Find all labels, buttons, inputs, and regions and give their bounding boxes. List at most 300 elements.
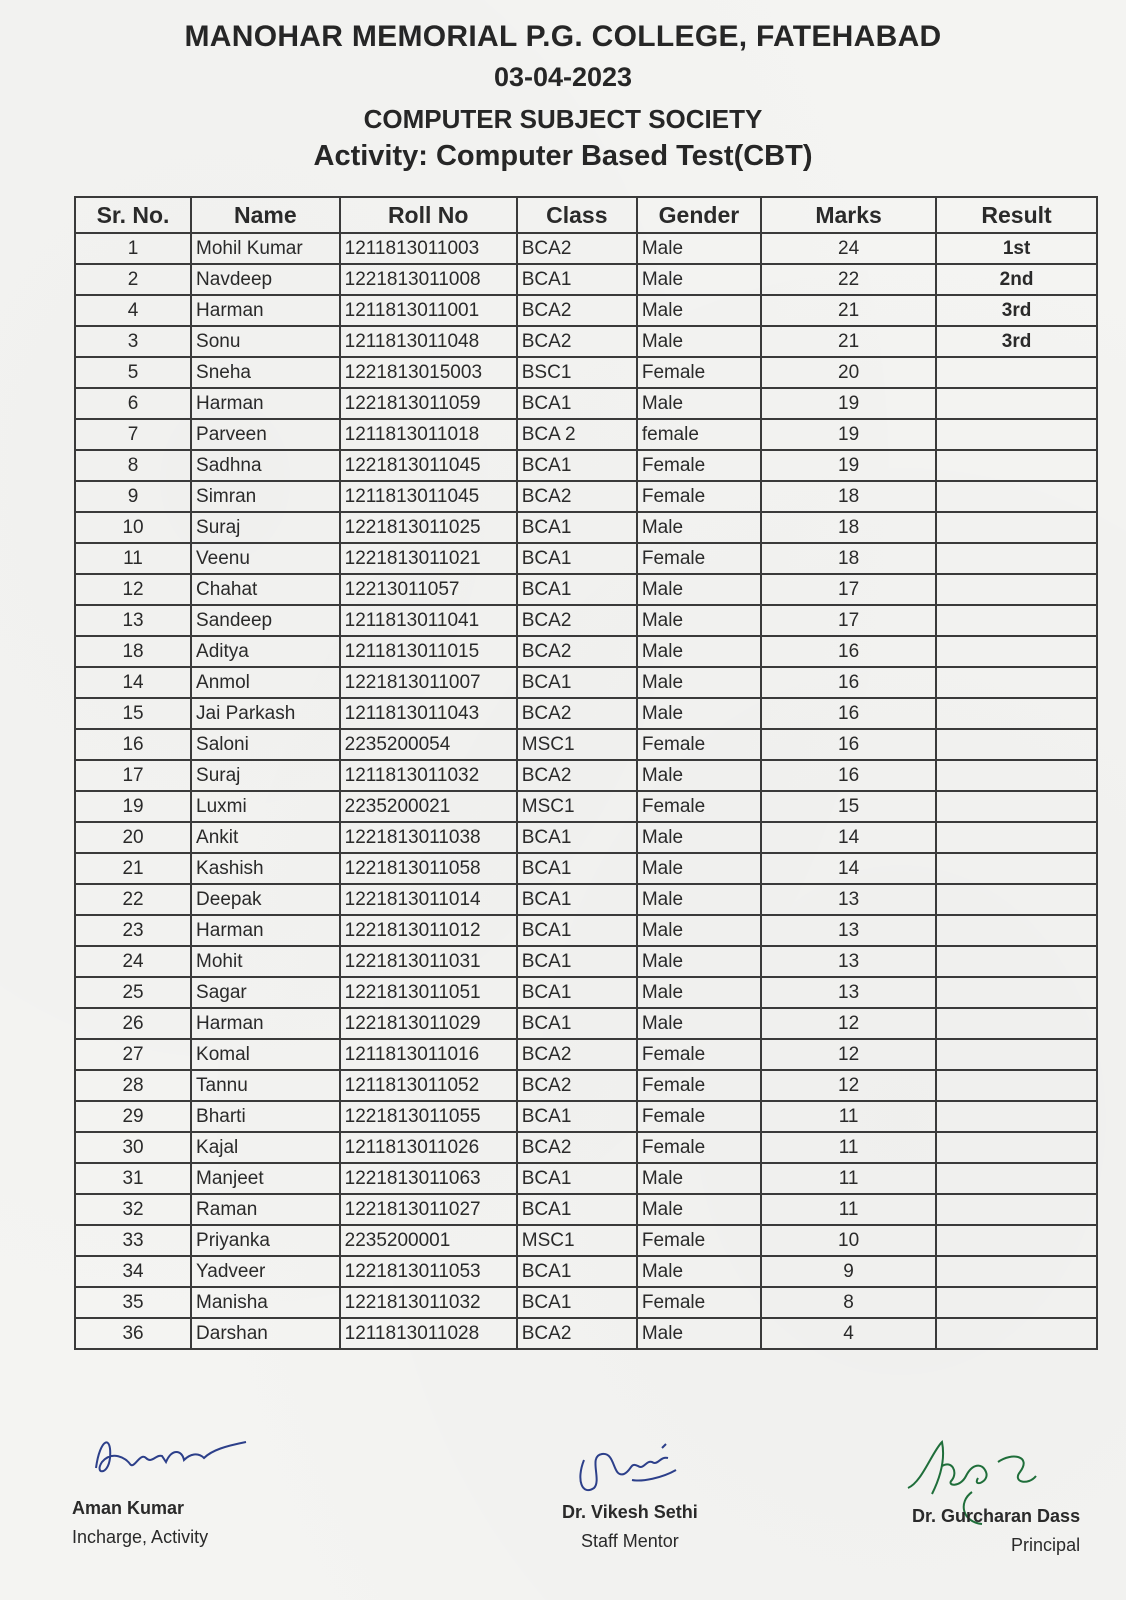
cell-sr-no: 19 bbox=[75, 791, 191, 822]
table-row bbox=[75, 357, 1097, 388]
cell-class: BCA1 bbox=[517, 388, 637, 419]
cell-class: MSC1 bbox=[517, 791, 637, 822]
cell-sr-no: 30 bbox=[75, 1132, 191, 1163]
cell-result bbox=[936, 1163, 1097, 1194]
cell-gender: Female bbox=[637, 729, 761, 760]
cell-gender: Male bbox=[637, 1194, 761, 1225]
cell-marks: 22 bbox=[761, 264, 936, 295]
cell-roll-no: 1221813011029 bbox=[340, 1008, 517, 1039]
cell-roll-no: 1211813011016 bbox=[340, 1039, 517, 1070]
cell-gender: Female bbox=[637, 1070, 761, 1101]
cell-result bbox=[936, 419, 1097, 450]
cell-gender: Female bbox=[637, 543, 761, 574]
cell-class: BSC1 bbox=[517, 357, 637, 388]
cell-gender: Female bbox=[637, 481, 761, 512]
cell-sr-no: 2 bbox=[75, 264, 191, 295]
table-row bbox=[75, 760, 1097, 791]
signatory-name: Dr. Vikesh Sethi bbox=[562, 1502, 698, 1522]
table-row bbox=[75, 605, 1097, 636]
table-row bbox=[75, 295, 1097, 326]
cell-roll-no: 1221813011038 bbox=[340, 822, 517, 853]
cell-gender: Male bbox=[637, 1008, 761, 1039]
cell-gender: Male bbox=[637, 853, 761, 884]
cell-sr-no: 24 bbox=[75, 946, 191, 977]
cell-roll-no: 1221813011051 bbox=[340, 977, 517, 1008]
cell-roll-no: 1221813011012 bbox=[340, 915, 517, 946]
cell-roll-no: 1221813011045 bbox=[340, 450, 517, 481]
cell-gender: Male bbox=[637, 915, 761, 946]
cell-name: Raman bbox=[191, 1194, 340, 1225]
cell-name: Sagar bbox=[191, 977, 340, 1008]
cell-gender: Male bbox=[637, 512, 761, 543]
cell-name: Priyanka bbox=[191, 1225, 340, 1256]
table-row bbox=[75, 450, 1097, 481]
cell-name: Mohil Kumar bbox=[191, 233, 340, 264]
cell-sr-no: 14 bbox=[75, 667, 191, 698]
table-row bbox=[75, 1008, 1097, 1039]
cell-class: BCA2 bbox=[517, 636, 637, 667]
cell-name: Veenu bbox=[191, 543, 340, 574]
cell-class: BCA2 bbox=[517, 326, 637, 357]
cell-marks: 11 bbox=[761, 1132, 936, 1163]
table-row bbox=[75, 977, 1097, 1008]
table-row bbox=[75, 791, 1097, 822]
cell-result bbox=[936, 1287, 1097, 1318]
cell-roll-no: 1211813011032 bbox=[340, 760, 517, 791]
cell-name: Manjeet bbox=[191, 1163, 340, 1194]
vikesh-sethi-signature-icon bbox=[572, 1440, 692, 1500]
aman-kumar-signature-icon bbox=[86, 1428, 256, 1488]
cell-sr-no: 25 bbox=[75, 977, 191, 1008]
cell-roll-no: 1221813011031 bbox=[340, 946, 517, 977]
cell-roll-no: 1211813011026 bbox=[340, 1132, 517, 1163]
cell-roll-no: 1211813011018 bbox=[340, 419, 517, 450]
signature-block-mentor bbox=[562, 1502, 698, 1552]
cell-name: Harman bbox=[191, 1008, 340, 1039]
cell-sr-no: 34 bbox=[75, 1256, 191, 1287]
cell-roll-no: 1211813011043 bbox=[340, 698, 517, 729]
cell-name: Saloni bbox=[191, 729, 340, 760]
cell-result bbox=[936, 450, 1097, 481]
cell-name: Simran bbox=[191, 481, 340, 512]
column-header-sr-no: Sr. No. bbox=[75, 197, 191, 233]
signatory-role: Staff Mentor bbox=[581, 1531, 679, 1551]
cell-name: Tannu bbox=[191, 1070, 340, 1101]
cell-class: BCA1 bbox=[517, 853, 637, 884]
table-row bbox=[75, 1256, 1097, 1287]
cell-class: BCA1 bbox=[517, 574, 637, 605]
cell-result bbox=[936, 388, 1097, 419]
table-row bbox=[75, 1225, 1097, 1256]
cell-roll-no: 1211813011045 bbox=[340, 481, 517, 512]
table-row bbox=[75, 1132, 1097, 1163]
cell-roll-no: 1221813011008 bbox=[340, 264, 517, 295]
cell-gender: Male bbox=[637, 667, 761, 698]
cell-marks: 16 bbox=[761, 760, 936, 791]
table-row bbox=[75, 822, 1097, 853]
cell-sr-no: 26 bbox=[75, 1008, 191, 1039]
table-row bbox=[75, 481, 1097, 512]
cell-class: BCA2 bbox=[517, 605, 637, 636]
cell-class: MSC1 bbox=[517, 1225, 637, 1256]
cell-name: Mohit bbox=[191, 946, 340, 977]
cell-gender: Female bbox=[637, 791, 761, 822]
cell-result bbox=[936, 357, 1097, 388]
cell-gender: Male bbox=[637, 977, 761, 1008]
cell-name: Deepak bbox=[191, 884, 340, 915]
results-table bbox=[74, 196, 1098, 1350]
table-row bbox=[75, 419, 1097, 450]
cell-marks: 12 bbox=[761, 1008, 936, 1039]
table-row bbox=[75, 1318, 1097, 1349]
cell-marks: 15 bbox=[761, 791, 936, 822]
cell-roll-no: 1211813011048 bbox=[340, 326, 517, 357]
activity-title: Activity: Computer Based Test(CBT) bbox=[313, 140, 813, 172]
cell-sr-no: 8 bbox=[75, 450, 191, 481]
cell-marks: 16 bbox=[761, 667, 936, 698]
cell-sr-no: 36 bbox=[75, 1318, 191, 1349]
cell-gender: Male bbox=[637, 1318, 761, 1349]
cell-sr-no: 6 bbox=[75, 388, 191, 419]
cell-gender: Female bbox=[637, 1287, 761, 1318]
cell-class: BCA1 bbox=[517, 1194, 637, 1225]
cell-roll-no: 1211813011003 bbox=[340, 233, 517, 264]
cell-gender: female bbox=[637, 419, 761, 450]
cell-result bbox=[936, 481, 1097, 512]
table-row bbox=[75, 543, 1097, 574]
cell-result bbox=[936, 574, 1097, 605]
cell-class: BCA1 bbox=[517, 1008, 637, 1039]
cell-result bbox=[936, 884, 1097, 915]
cell-marks: 13 bbox=[761, 884, 936, 915]
cell-gender: Female bbox=[637, 1039, 761, 1070]
cell-marks: 17 bbox=[761, 574, 936, 605]
cell-roll-no: 1211813011052 bbox=[340, 1070, 517, 1101]
cell-class: BCA1 bbox=[517, 543, 637, 574]
cell-sr-no: 23 bbox=[75, 915, 191, 946]
cell-roll-no: 2235200021 bbox=[340, 791, 517, 822]
table-row bbox=[75, 884, 1097, 915]
cell-name: Ankit bbox=[191, 822, 340, 853]
cell-roll-no: 1221813011059 bbox=[340, 388, 517, 419]
cell-class: BCA1 bbox=[517, 977, 637, 1008]
cell-marks: 13 bbox=[761, 977, 936, 1008]
cell-result bbox=[936, 1194, 1097, 1225]
table-row bbox=[75, 853, 1097, 884]
cell-name: Harman bbox=[191, 295, 340, 326]
cell-name: Manisha bbox=[191, 1287, 340, 1318]
cell-class: BCA1 bbox=[517, 264, 637, 295]
cell-class: BCA1 bbox=[517, 1256, 637, 1287]
cell-result bbox=[936, 605, 1097, 636]
cell-marks: 13 bbox=[761, 946, 936, 977]
table-header-row bbox=[75, 197, 1097, 233]
cell-class: BCA1 bbox=[517, 1101, 637, 1132]
cell-sr-no: 29 bbox=[75, 1101, 191, 1132]
cell-class: BCA2 bbox=[517, 1318, 637, 1349]
cell-marks: 24 bbox=[761, 233, 936, 264]
cell-gender: Male bbox=[637, 1256, 761, 1287]
cell-class: BCA1 bbox=[517, 450, 637, 481]
table-row bbox=[75, 574, 1097, 605]
cell-gender: Male bbox=[637, 1163, 761, 1194]
cell-roll-no: 1221813011058 bbox=[340, 853, 517, 884]
cell-marks: 12 bbox=[761, 1039, 936, 1070]
cell-name: Harman bbox=[191, 915, 340, 946]
cell-name: Yadveer bbox=[191, 1256, 340, 1287]
cell-roll-no: 1221813011007 bbox=[340, 667, 517, 698]
cell-result bbox=[936, 853, 1097, 884]
cell-class: BCA2 bbox=[517, 698, 637, 729]
cell-sr-no: 18 bbox=[75, 636, 191, 667]
cell-result: 1st bbox=[936, 233, 1097, 264]
cell-sr-no: 10 bbox=[75, 512, 191, 543]
cell-roll-no: 1221813011014 bbox=[340, 884, 517, 915]
cell-class: BCA1 bbox=[517, 667, 637, 698]
cell-class: BCA2 bbox=[517, 1039, 637, 1070]
cell-roll-no: 1221813011032 bbox=[340, 1287, 517, 1318]
table-row bbox=[75, 915, 1097, 946]
table-row bbox=[75, 1194, 1097, 1225]
cell-sr-no: 5 bbox=[75, 357, 191, 388]
cell-marks: 19 bbox=[761, 388, 936, 419]
cell-sr-no: 11 bbox=[75, 543, 191, 574]
cell-marks: 16 bbox=[761, 698, 936, 729]
cell-name: Suraj bbox=[191, 512, 340, 543]
cell-name: Jai Parkash bbox=[191, 698, 340, 729]
cell-result bbox=[936, 1039, 1097, 1070]
cell-result bbox=[936, 760, 1097, 791]
cell-marks: 4 bbox=[761, 1318, 936, 1349]
cell-result bbox=[936, 946, 1097, 977]
table-row bbox=[75, 667, 1097, 698]
cell-class: BCA1 bbox=[517, 884, 637, 915]
cell-result bbox=[936, 915, 1097, 946]
cell-roll-no: 1221813011053 bbox=[340, 1256, 517, 1287]
cell-marks: 21 bbox=[761, 295, 936, 326]
cell-result bbox=[936, 543, 1097, 574]
cell-result: 3rd bbox=[936, 295, 1097, 326]
cell-sr-no: 9 bbox=[75, 481, 191, 512]
column-header-marks: Marks bbox=[761, 197, 936, 233]
cell-result: 2nd bbox=[936, 264, 1097, 295]
cell-roll-no: 1221813011021 bbox=[340, 543, 517, 574]
cell-class: MSC1 bbox=[517, 729, 637, 760]
cell-marks: 14 bbox=[761, 822, 936, 853]
cell-class: BCA2 bbox=[517, 481, 637, 512]
cell-sr-no: 32 bbox=[75, 1194, 191, 1225]
cell-name: Anmol bbox=[191, 667, 340, 698]
college-title: MANOHAR MEMORIAL P.G. COLLEGE, FATEHABAD bbox=[184, 20, 942, 53]
event-date: 03-04-2023 bbox=[493, 62, 633, 92]
cell-roll-no: 1221813011025 bbox=[340, 512, 517, 543]
cell-name: Chahat bbox=[191, 574, 340, 605]
column-header-name: Name bbox=[191, 197, 340, 233]
society-name: COMPUTER SUBJECT SOCIETY bbox=[363, 104, 763, 134]
cell-roll-no: 1221813011063 bbox=[340, 1163, 517, 1194]
cell-marks: 16 bbox=[761, 636, 936, 667]
cell-gender: Male bbox=[637, 946, 761, 977]
cell-name: Parveen bbox=[191, 419, 340, 450]
cell-name: Sonu bbox=[191, 326, 340, 357]
cell-marks: 14 bbox=[761, 853, 936, 884]
cell-class: BCA2 bbox=[517, 1070, 637, 1101]
signature-block-incharge bbox=[72, 1498, 208, 1548]
cell-marks: 11 bbox=[761, 1194, 936, 1225]
cell-marks: 19 bbox=[761, 419, 936, 450]
table-row bbox=[75, 698, 1097, 729]
cell-name: Aditya bbox=[191, 636, 340, 667]
cell-class: BCA1 bbox=[517, 1287, 637, 1318]
cell-roll-no: 1211813011028 bbox=[340, 1318, 517, 1349]
signatory-name: Dr. Gurcharan Dass bbox=[912, 1506, 1081, 1526]
cell-result bbox=[936, 1256, 1097, 1287]
cell-roll-no: 1221813011027 bbox=[340, 1194, 517, 1225]
table-row bbox=[75, 1287, 1097, 1318]
signatory-role: Incharge, Activity bbox=[72, 1527, 209, 1547]
cell-gender: Male bbox=[637, 574, 761, 605]
cell-sr-no: 15 bbox=[75, 698, 191, 729]
cell-marks: 8 bbox=[761, 1287, 936, 1318]
cell-marks: 10 bbox=[761, 1225, 936, 1256]
cell-result bbox=[936, 729, 1097, 760]
cell-roll-no: 1211813011041 bbox=[340, 605, 517, 636]
cell-sr-no: 27 bbox=[75, 1039, 191, 1070]
cell-roll-no: 1211813011001 bbox=[340, 295, 517, 326]
cell-result bbox=[936, 512, 1097, 543]
cell-class: BCA2 bbox=[517, 295, 637, 326]
column-header-roll-no: Roll No bbox=[340, 197, 517, 233]
cell-gender: Female bbox=[637, 1225, 761, 1256]
cell-sr-no: 22 bbox=[75, 884, 191, 915]
cell-name: Luxmi bbox=[191, 791, 340, 822]
cell-name: Komal bbox=[191, 1039, 340, 1070]
cell-marks: 18 bbox=[761, 481, 936, 512]
cell-marks: 19 bbox=[761, 450, 936, 481]
column-header-class: Class bbox=[517, 197, 637, 233]
cell-roll-no: 1221813015003 bbox=[340, 357, 517, 388]
table-body bbox=[75, 233, 1097, 1349]
cell-marks: 12 bbox=[761, 1070, 936, 1101]
cell-name: Bharti bbox=[191, 1101, 340, 1132]
table-row bbox=[75, 326, 1097, 357]
cell-gender: Female bbox=[637, 357, 761, 388]
cell-gender: Male bbox=[637, 636, 761, 667]
cell-gender: Male bbox=[637, 760, 761, 791]
cell-roll-no: 1211813011015 bbox=[340, 636, 517, 667]
cell-roll-no: 2235200054 bbox=[340, 729, 517, 760]
cell-gender: Male bbox=[637, 605, 761, 636]
cell-class: BCA1 bbox=[517, 946, 637, 977]
cell-result bbox=[936, 698, 1097, 729]
cell-result bbox=[936, 1101, 1097, 1132]
cell-gender: Female bbox=[637, 1101, 761, 1132]
cell-class: BCA2 bbox=[517, 760, 637, 791]
cell-gender: Male bbox=[637, 326, 761, 357]
cell-sr-no: 20 bbox=[75, 822, 191, 853]
table-row bbox=[75, 1163, 1097, 1194]
cell-name: Darshan bbox=[191, 1318, 340, 1349]
cell-class: BCA2 bbox=[517, 233, 637, 264]
cell-result bbox=[936, 822, 1097, 853]
cell-sr-no: 16 bbox=[75, 729, 191, 760]
cell-result bbox=[936, 1070, 1097, 1101]
cell-sr-no: 1 bbox=[75, 233, 191, 264]
cell-marks: 17 bbox=[761, 605, 936, 636]
signatory-role: Principal bbox=[1011, 1535, 1081, 1555]
table-row bbox=[75, 233, 1097, 264]
cell-sr-no: 35 bbox=[75, 1287, 191, 1318]
cell-result: 3rd bbox=[936, 326, 1097, 357]
cell-sr-no: 13 bbox=[75, 605, 191, 636]
table-row bbox=[75, 729, 1097, 760]
column-header-result: Result bbox=[936, 197, 1097, 233]
cell-result bbox=[936, 636, 1097, 667]
cell-gender: Female bbox=[637, 1132, 761, 1163]
cell-roll-no: 2235200001 bbox=[340, 1225, 517, 1256]
cell-sr-no: 3 bbox=[75, 326, 191, 357]
table-row bbox=[75, 512, 1097, 543]
cell-sr-no: 31 bbox=[75, 1163, 191, 1194]
cell-marks: 11 bbox=[761, 1163, 936, 1194]
cell-class: BCA1 bbox=[517, 822, 637, 853]
signatory-name: Aman Kumar bbox=[72, 1498, 185, 1518]
table-row bbox=[75, 388, 1097, 419]
cell-marks: 21 bbox=[761, 326, 936, 357]
cell-marks: 20 bbox=[761, 357, 936, 388]
cell-gender: Male bbox=[637, 295, 761, 326]
cell-result bbox=[936, 1132, 1097, 1163]
cell-result bbox=[936, 1225, 1097, 1256]
cell-result bbox=[936, 1318, 1097, 1349]
cell-name: Sadhna bbox=[191, 450, 340, 481]
cell-name: Navdeep bbox=[191, 264, 340, 295]
cell-marks: 18 bbox=[761, 512, 936, 543]
cell-marks: 13 bbox=[761, 915, 936, 946]
cell-gender: Female bbox=[637, 450, 761, 481]
table-row bbox=[75, 636, 1097, 667]
cell-class: BCA1 bbox=[517, 1163, 637, 1194]
cell-gender: Male bbox=[637, 233, 761, 264]
cell-name: Sandeep bbox=[191, 605, 340, 636]
cell-marks: 16 bbox=[761, 729, 936, 760]
cell-sr-no: 12 bbox=[75, 574, 191, 605]
cell-gender: Male bbox=[637, 884, 761, 915]
cell-class: BCA2 bbox=[517, 1132, 637, 1163]
cell-result bbox=[936, 667, 1097, 698]
cell-result bbox=[936, 791, 1097, 822]
table-row bbox=[75, 1039, 1097, 1070]
cell-gender: Male bbox=[637, 698, 761, 729]
table-row bbox=[75, 264, 1097, 295]
cell-sr-no: 4 bbox=[75, 295, 191, 326]
cell-marks: 9 bbox=[761, 1256, 936, 1287]
cell-result bbox=[936, 1008, 1097, 1039]
cell-sr-no: 33 bbox=[75, 1225, 191, 1256]
table-row bbox=[75, 1101, 1097, 1132]
cell-gender: Male bbox=[637, 264, 761, 295]
cell-gender: Male bbox=[637, 822, 761, 853]
column-header-gender: Gender bbox=[637, 197, 761, 233]
cell-name: Harman bbox=[191, 388, 340, 419]
cell-sr-no: 28 bbox=[75, 1070, 191, 1101]
cell-name: Sneha bbox=[191, 357, 340, 388]
cell-gender: Male bbox=[637, 388, 761, 419]
cell-class: BCA1 bbox=[517, 512, 637, 543]
cell-sr-no: 21 bbox=[75, 853, 191, 884]
cell-class: BCA 2 bbox=[517, 419, 637, 450]
table-row bbox=[75, 946, 1097, 977]
